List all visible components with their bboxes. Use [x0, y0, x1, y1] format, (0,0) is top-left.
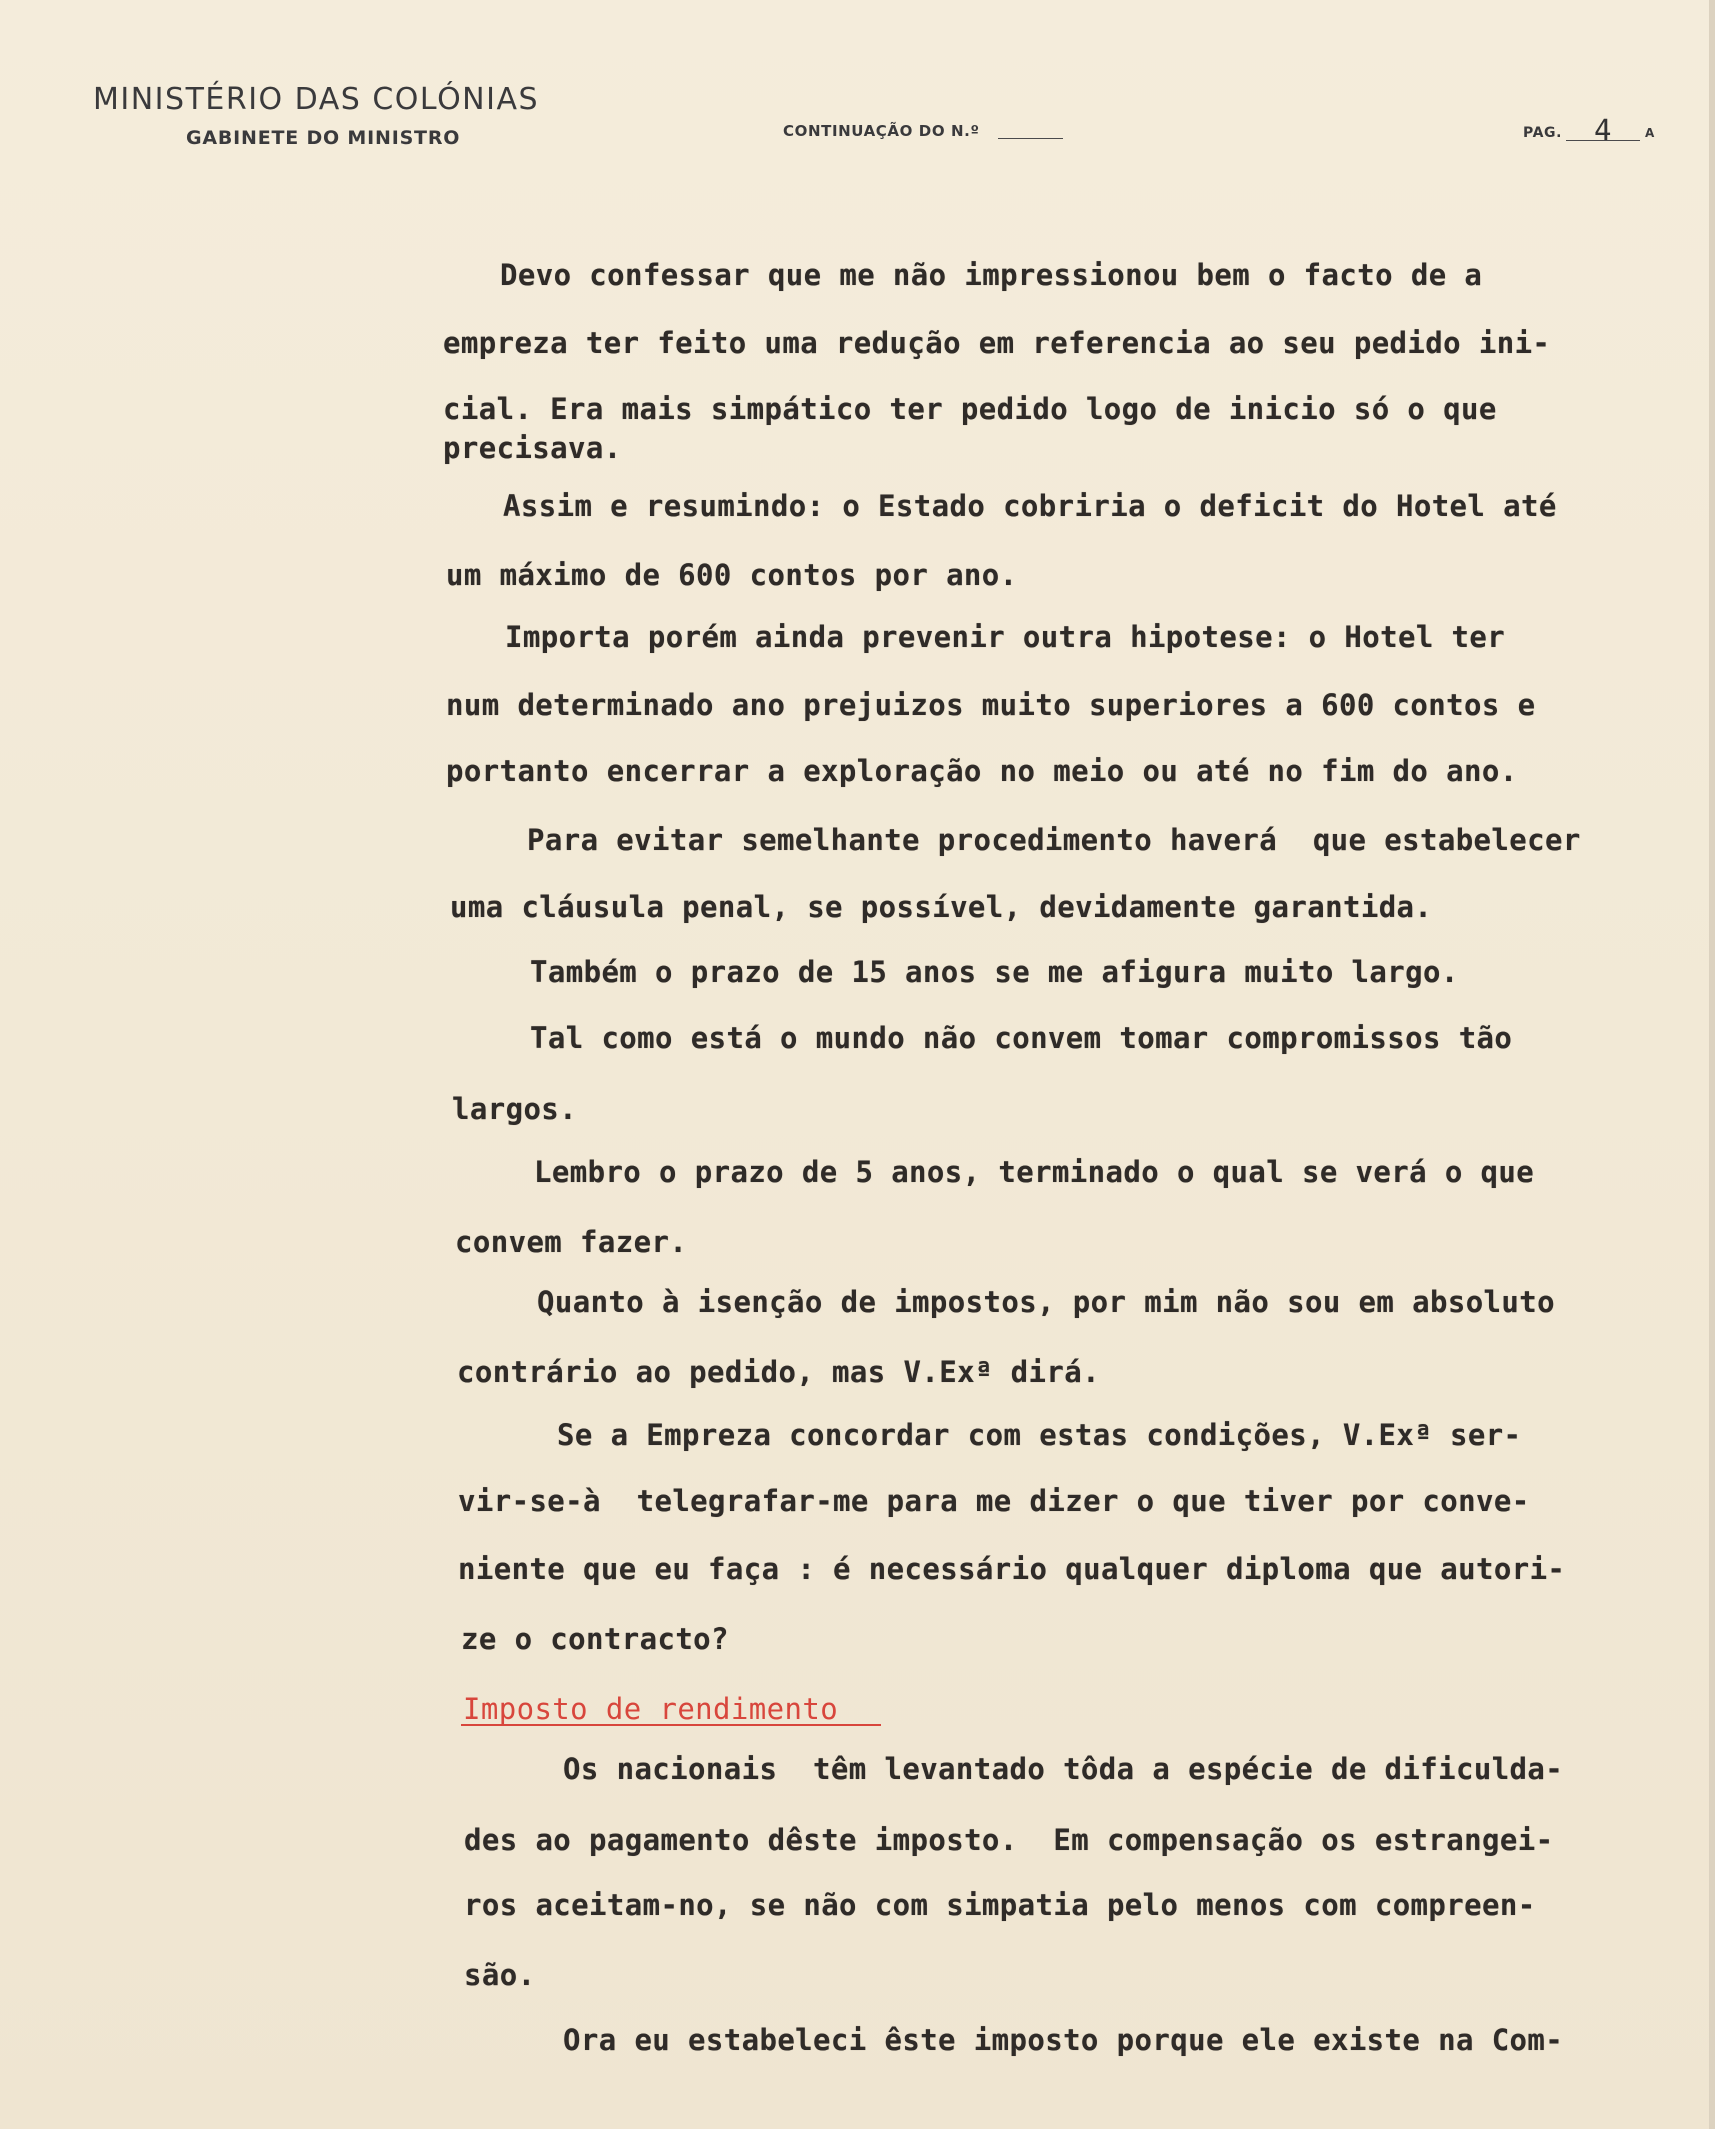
body-line: largos.	[452, 1092, 578, 1126]
body-line: um máximo de 600 contos por ano.	[446, 558, 1018, 592]
page-edge	[1709, 0, 1715, 2129]
body-line: portanto encerrar a exploração no meio ou até no fim do ano.	[446, 754, 1518, 788]
section-line: des ao pagamento dêste imposto. Em compensação os estrangei-	[464, 1823, 1554, 1857]
letterhead-cabinet: GABINETE DO MINISTRO	[186, 127, 461, 149]
body-line: num determinado ano prejuizos muito superiores a 600 contos e	[446, 688, 1536, 722]
body-line: ze o contracto?	[461, 1622, 729, 1656]
section-line: ros aceitam-no, se não com simpatia pelo menos com compreen-	[464, 1888, 1536, 1922]
body-line: vir-se-à telegrafar-me para me dizer o que tiver por conve-	[458, 1484, 1530, 1518]
section-heading: Imposto de rendimento	[463, 1692, 839, 1726]
letterhead-ministry: MINISTÉRIO DAS COLÓNIAS	[93, 82, 540, 117]
body-line: Lembro o prazo de 5 anos, terminado o qual se verá o que	[534, 1155, 1535, 1189]
body-line: Importa porém ainda prevenir outra hipotese: o Hotel ter	[505, 620, 1506, 654]
section-line: são.	[464, 1958, 536, 1992]
body-line: convem fazer.	[455, 1225, 688, 1259]
body-line: Quanto à isenção de impostos, por mim não sou em absoluto	[537, 1285, 1555, 1319]
body-line: Assim e resumindo: o Estado cobriria o deficit do Hotel até	[503, 489, 1557, 523]
body-line: Devo confessar que me não impressionou bem o facto de a	[500, 258, 1483, 292]
body-line: contrário ao pedido, mas V.Exª dirá.	[457, 1355, 1100, 1389]
body-line: Para evitar semelhante procedimento haverá que estabelecer	[527, 823, 1581, 857]
section-line: Os nacionais têm levantado tôda a espécie de dificulda-	[563, 1752, 1564, 1786]
continuation-label: CONTINUAÇÃO DO N.º	[783, 122, 980, 140]
body-line: cial. Era mais simpático ter pedido logo de inicio só o que	[443, 392, 1497, 426]
page-label: PAG.	[1523, 125, 1563, 141]
body-line: Se a Empreza concordar com estas condições, V.Exª ser-	[557, 1418, 1522, 1452]
body-line: empreza ter feito uma redução em referencia ao seu pedido ini-	[443, 326, 1551, 360]
page-suffix: A	[1645, 126, 1655, 140]
body-line: niente que eu faça : é necessário qualquer diploma que autori-	[458, 1552, 1566, 1586]
body-line: uma cláusula penal, se possível, devidamente garantida.	[450, 890, 1433, 924]
body-line: Tal como está o mundo não convem tomar compromissos tão	[530, 1021, 1513, 1055]
section-heading-underline	[461, 1724, 881, 1726]
section-line: Ora eu estabeleci êste imposto porque ele existe na Com-	[563, 2023, 1564, 2057]
body-line: precisava.	[443, 431, 622, 465]
continuation-blank-line	[998, 138, 1063, 139]
page-number: 4	[1594, 113, 1612, 147]
body-line: Também o prazo de 15 anos se me afigura muito largo.	[530, 955, 1459, 989]
